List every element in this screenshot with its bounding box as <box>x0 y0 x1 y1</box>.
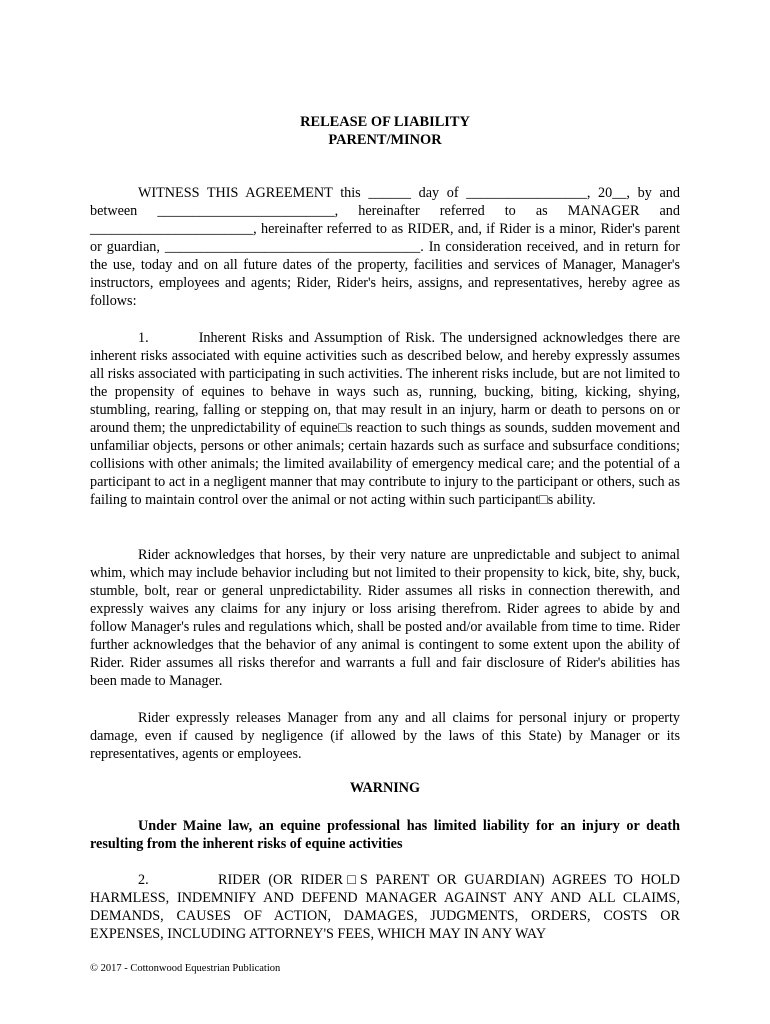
witness-paragraph: WITNESS THIS AGREEMENT this ______ day of _________________, 20__, by and between _________________________, hereinafter referred to as MANAGER and _______________________, hereinafter referred to as RIDER, and, if Rider is a minor, Rider's parent or guardian, ____________________________________. In consideration received, and in return for the use, today and on all future dates of the property, facilities and services of Manager, Manager's instructors, employees and agents; Rider, Rider's heirs, assigns, and representatives, hereby agree as follows: <box>90 185 680 309</box>
title-line-release: RELEASE OF LIABILITY <box>300 114 470 130</box>
rider-acknowledges-paragraph: Rider acknowledges that horses, by their very nature are unpredictable and subject to animal whim, which may include behavior including but not limited to their propensity to kick, bite, shy, buck, stumble, bolt, rear or general unpredictability. Rider assumes all risks in connection therewith, and expressly waives any claims for any injury or loss arising therefrom. Rider agrees to abide by and follow Manager's rules and regulations which, shall be posted and/or available from time to time. Rider further acknowledges that the behavior of any animal is contingent to some extent upon the ability of Rider. Rider assumes all risks therefor and warrants a full and fair disclosure of Rider's abilities has been made to Manager. <box>90 547 680 689</box>
document-title <box>90 113 680 149</box>
warning-heading: WARNING <box>349 780 421 796</box>
footer-copyright: © 2017 - Cottonwood Equestrian Publication <box>90 963 281 974</box>
rider-releases-paragraph: Rider expressly releases Manager from any and all claims for personal injury or property damage, even if caused by negligence (if allowed by the laws of this State) by Manager or its representatives, agents or employees. <box>90 710 680 762</box>
warning-text: Under Maine law, an equine professional has limited liability for an injury or death resulting from the inherent risks of equine activities <box>90 818 680 852</box>
title-line-parent-minor: PARENT/MINOR <box>328 132 442 148</box>
section-1-inherent-risks: 1. Inherent Risks and Assumption of Risk. The undersigned acknowledges there are inherent risks associated with equine activities such as described below, and hereby expressly assumes all risks associated with participating in such activities. The inherent risks include, but are not limited to the propensity of equines to behave in ways such as, running, bucking, biting, kicking, shying, stumbling, rearing, falling or stepping on, that may result in an injury, harm or death to persons on or around them; the unpredictability of equine□s reaction to such things as sounds, sudden movement and unfamiliar objects, persons or other animals; certain hazards such as surface and subsurface conditions; collisions with other animals; the limited availability of emergency medical care; and the potential of a participant to act in a negligent manner that may contribute to injury to the participant or others, such as failing to maintain control over the animal or not acting within such participant□s ability. <box>90 330 680 508</box>
section-2-hold-harmless: 2. RIDER (OR RIDER□S PARENT OR GUARDIAN) AGREES TO HOLD HARMLESS, INDEMNIFY AND DEFEND MANAGER AGAINST ANY AND ALL CLAIMS, DEMANDS, CAUSES OF ACTION, DAMAGES, JUDGMENTS, ORDERS, COSTS OR EXPENSES, INCLUDING ATTORNEY'S FEES, WHICH MAY IN ANY WAY <box>90 872 680 942</box>
